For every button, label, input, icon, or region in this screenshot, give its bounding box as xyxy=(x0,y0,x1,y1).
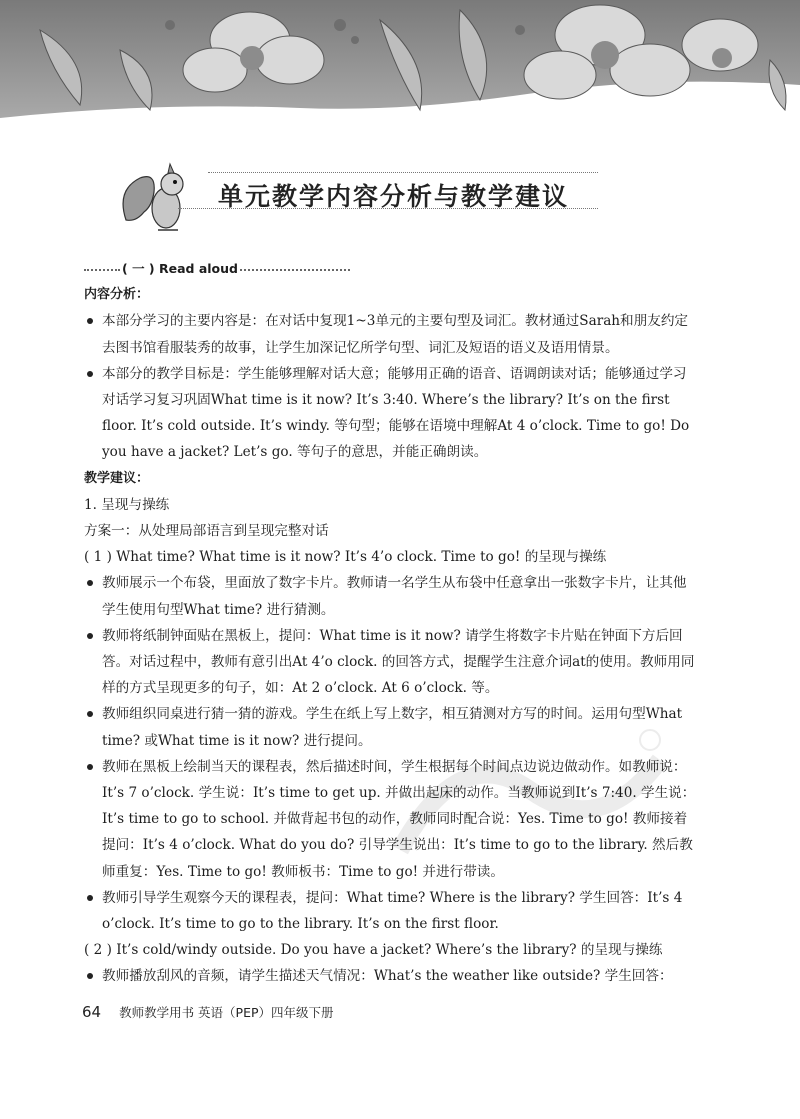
section-dots-left xyxy=(84,269,120,271)
list-item: 教师组织同桌进行猜一猜的游戏。学生在纸上写上数字，相互猜测对方写的时间。运用句型What time? 或What time is it now? 进行提问。 xyxy=(84,701,696,753)
page-footer xyxy=(82,1003,334,1021)
list-item: 本部分学习的主要内容是：在对话中复现1~3单元的主要句型及词汇。教材通过Sarah和朋友约定去图书馆看服装秀的故事，让学生加深记忆所学句型、词汇及短语的语义及语用情景。 xyxy=(84,308,696,360)
floral-banner xyxy=(0,0,800,125)
list-item: 教师播放刮风的音频，请学生描述天气情况：What’s the weather like outside? 学生回答： xyxy=(84,963,696,989)
list-item: 本部分的教学目标是：学生能够理解对话大意；能够用正确的语音、语调朗读对话；能够通过学习对话学习复习巩固What time is it now? It’s 3:40. Where’s the library? It’s on the first floor. It’s cold outside. It’s windy. 等句型；能够在语境中理解At 4 o’clock. Time to go! Do you have a jacket? Let’s go. 等句子的意思，并能正确朗读。 xyxy=(84,361,696,466)
list-item: 教师在黑板上绘制当天的课程表，然后描述时间，学生根据每个时间点边说边做动作。如教师说：It’s 7 o’clock. 学生说：It’s time to get up. 并做出起床的动作。当教师说到It’s 7:40. 学生说：It’s time to go to school. 并做背起书包的动作，教师同时配合说：Yes. Time to go! 教师接着提问：It’s 4 o’clock. What do you do? 引导学生说出：It’s time to go to the library. 然后教师重复：Yes. Time to go! 教师板书：Time to go! 并进行带读。 xyxy=(84,754,696,885)
page-number: 64 xyxy=(82,1003,102,1021)
title-area xyxy=(118,160,598,240)
book-title: 教师教学用书 英语（PEP）四年级下册 xyxy=(119,1005,334,1020)
squirrel-icon xyxy=(118,160,198,240)
part1-title: ( 1 ) What time? What time is it now? It’s 4’o clock. Time to go! 的呈现与操练 xyxy=(84,549,607,566)
plan-heading: 方案一：从处理局部语言到呈现完整对话 xyxy=(84,523,329,540)
analysis-heading: 内容分析： xyxy=(84,287,150,303)
step-heading: 1. 呈现与操练 xyxy=(84,496,170,513)
page-content xyxy=(84,256,696,990)
list-item: 教师将纸制钟面贴在黑板上，提问：What time is it now? 请学生将数字卡片贴在钟面下方后回答。对话过程中，教师有意引出At 4’o clock. 的回答方式，提醒学生注意介词at的使用。教师用同样的方式呈现更多的句子，如：At 2 o’clock. At 6 o’clock. 等。 xyxy=(84,623,696,702)
section-dots-right xyxy=(240,269,350,271)
page-title: 单元教学内容分析与教学建议 xyxy=(218,182,570,211)
suggestions-heading: 教学建议： xyxy=(84,470,150,486)
section-header xyxy=(84,256,696,282)
list-item: 教师引导学生观察今天的课程表，提问：What time? Where is the library? 学生回答：It’s 4 o’clock. It’s time to go to the library. It’s on the first floor. xyxy=(84,885,696,937)
part2-title: ( 2 ) It’s cold/windy outside. Do you have a jacket? Where’s the library? 的呈现与操练 xyxy=(84,942,663,959)
title-divider-bottom xyxy=(178,208,598,209)
title-divider-top xyxy=(208,172,598,173)
list-item: 教师展示一个布袋，里面放了数字卡片。教师请一名学生从布袋中任意拿出一张数字卡片，让其他学生使用句型What time? 进行猜测。 xyxy=(84,570,696,622)
section-label: ( 一 ) Read aloud xyxy=(122,261,238,276)
